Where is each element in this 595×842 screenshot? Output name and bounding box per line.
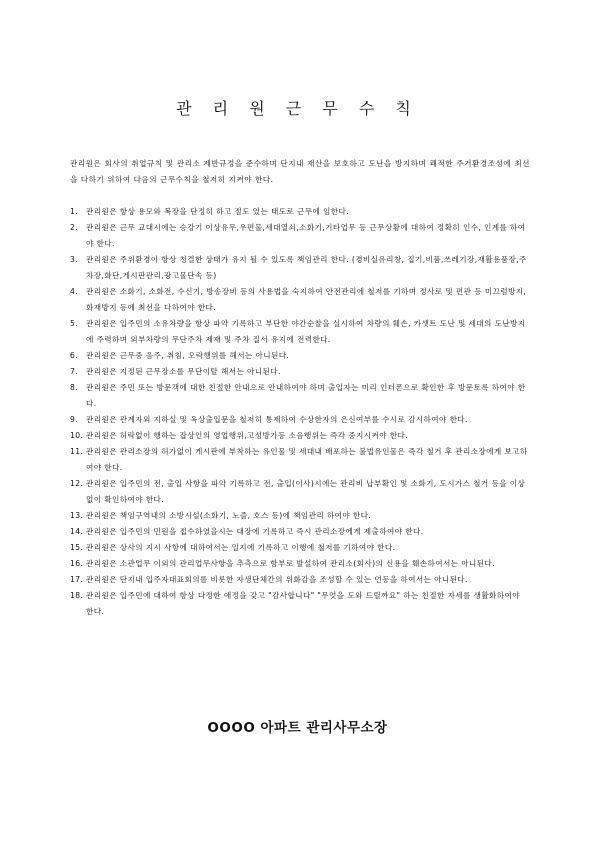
rule-text: 관리원은 지정된 근무장소를 무단이탈 해서는 아니된다. xyxy=(86,367,281,376)
rule-item xyxy=(70,524,530,540)
rule-number: 6. xyxy=(70,351,79,360)
rule-item xyxy=(70,556,530,572)
rule-number: 16. xyxy=(70,559,84,568)
rule-text: 관리원은 주민 또는 방문객에 대한 친절한 안내으로 안내하여야 하며 출입자는 미리 인터폰으로 확인한 후 방문토록 하여야 한다. xyxy=(86,383,526,408)
rule-text: 관리원은 책임구역내의 소방시설(소화기, 노즐, 호스 등)에 책임관리 하여야 한다. xyxy=(86,511,372,520)
rule-number: 8. xyxy=(70,383,79,392)
rule-item xyxy=(70,204,530,220)
rule-text: 관리원은 항상 용모와 복장을 단정히 하고 절도 있는 태도로 근무에 임한다. xyxy=(86,207,350,216)
rule-item xyxy=(70,252,530,284)
rule-item xyxy=(70,428,530,444)
rule-number: 12. xyxy=(70,479,84,488)
rule-item xyxy=(70,412,530,428)
rule-number: 10. xyxy=(70,431,84,440)
rule-item xyxy=(70,588,530,620)
rule-text: 관리원은 허락없이 행하는 잡상인의 영업행위,고성방가등 소음행위는 즉각 중지시켜야 한다. xyxy=(86,431,409,440)
rule-text: 관리원은 소관업무 이외의 관리업무사항을 추측으로 함부로 발설하여 관리소(회사)의 신용을 훼손하여서는 아니된다. xyxy=(86,559,495,568)
document-title: 관 리 원 근 무 수 칙 xyxy=(176,99,419,118)
rule-item xyxy=(70,572,530,588)
rule-item xyxy=(70,284,530,316)
rule-text: 관리원은 주위환경이 항상 청결한 상태가 유지 될 수 있도록 책임관리 한다. (경비실유리창, 집기,비품,쓰레기장,재활용품장,주차장,화단,게시판관리,광고물단속 등) xyxy=(86,255,527,280)
rule-number: 15. xyxy=(70,543,84,552)
rule-item xyxy=(70,476,530,508)
rule-number: 3. xyxy=(70,255,79,264)
rule-text: 관리원은 관리소장의 허가없이 게시판에 부착하는 유인물 및 세대내 배포하는 불법유인물은 즉각 철거 후 관리소장에게 보고하여야 한다. xyxy=(86,447,528,472)
rule-item xyxy=(70,348,530,364)
rule-number: 11. xyxy=(70,447,84,456)
intro-paragraph: 관리원은 회사의 취업규칙 및 관리소 제반규정을 준수하며 단지내 재산을 보호하고 도난을 방지하며 쾌적한 주거환경조성에 최선을 다하기 위하여 다음의 근무수칙을 철저히 지켜야 한다. xyxy=(70,159,530,184)
rule-text: 관리원은 근무 교대시에는 승강기 이상유무,우편물,세대열쇠,소화기,기타업무 등 근무상황에 대하여 정확히 인수, 인계를 하여야 한다. xyxy=(86,223,526,248)
rule-text: 관리원은 입주민의 전, 출입 사항을 파악 기록하고 전, 출입(이사)시에는 관리비 납부확인 및 소화기, 도시가스 철거 등을 이상 없이 확인하여야 한다. xyxy=(86,479,526,504)
rule-item xyxy=(70,364,530,380)
rule-number: 14. xyxy=(70,527,84,536)
rule-item xyxy=(70,508,530,524)
rule-text: 관리원은 소화기, 소화전, 수신기, 방송장비 등의 사용법을 숙지하여 안전관리에 철저를 기하며 정사로 및 편관 등 미끄럼방지, 화재방지 등에 최선을 다하여야 한다. xyxy=(86,287,527,312)
rule-item xyxy=(70,380,530,412)
rule-text: 관리원은 입주민의 민원을 접수하였을시는 대장에 기록하고 즉시 관리소장에게 제출하여야 한다. xyxy=(86,527,424,536)
rule-number: 17. xyxy=(70,575,84,584)
rule-item xyxy=(70,220,530,252)
rule-text: 관리원은 입주민의 소유차량을 항상 파악 기록하고 부단한 야간순찰을 실시하여 차량의 훼손, 카셋트 도난 및 세대의 도난방지에 주력하며 외부차량의 무단주차 제재 및 주차 질서 유지에 전력한다. xyxy=(86,319,526,344)
rule-number: 13. xyxy=(70,511,84,520)
rule-number: 7. xyxy=(70,367,79,376)
rule-number: 1. xyxy=(70,207,79,216)
rule-text: 관리원은 관계자외 지하실 및 옥상출입문을 철저히 통제하여 수상한자의 은신여부를 수시로 감시하여야 한다. xyxy=(86,415,468,424)
rule-item xyxy=(70,444,530,476)
signature-line: OOOO 아파트 관리사무소장 xyxy=(207,720,388,736)
rule-text: 관리원은 상사의 지시 사항에 대하여서는 일지에 기록하고 이행에 철저를 기하여야 한다. xyxy=(86,543,396,552)
rule-item xyxy=(70,316,530,348)
rule-number: 9. xyxy=(70,415,79,424)
rule-item xyxy=(70,540,530,556)
rules-list xyxy=(70,204,530,620)
rule-text: 관리원은 단지내 입주자대표회의를 비롯한 자생단체간의 위화감을 조성할 수 있는 언동을 하여서는 아니된다. xyxy=(86,575,468,584)
rule-number: 18. xyxy=(70,591,84,600)
rule-text: 관리원은 입주민에 대하여 항상 다정한 애정을 갖고 "감사합니다" "무엇을 도와 드릴까요" 하는 친절한 자세를 생활화하여야 한다. xyxy=(86,591,521,616)
rule-number: 5. xyxy=(70,319,79,328)
rule-text: 관리원은 근무중 음주, 취침, 오락행위를 해서는 아니된다. xyxy=(86,351,290,360)
rule-number: 2. xyxy=(70,223,79,232)
rule-number: 4. xyxy=(70,287,79,296)
